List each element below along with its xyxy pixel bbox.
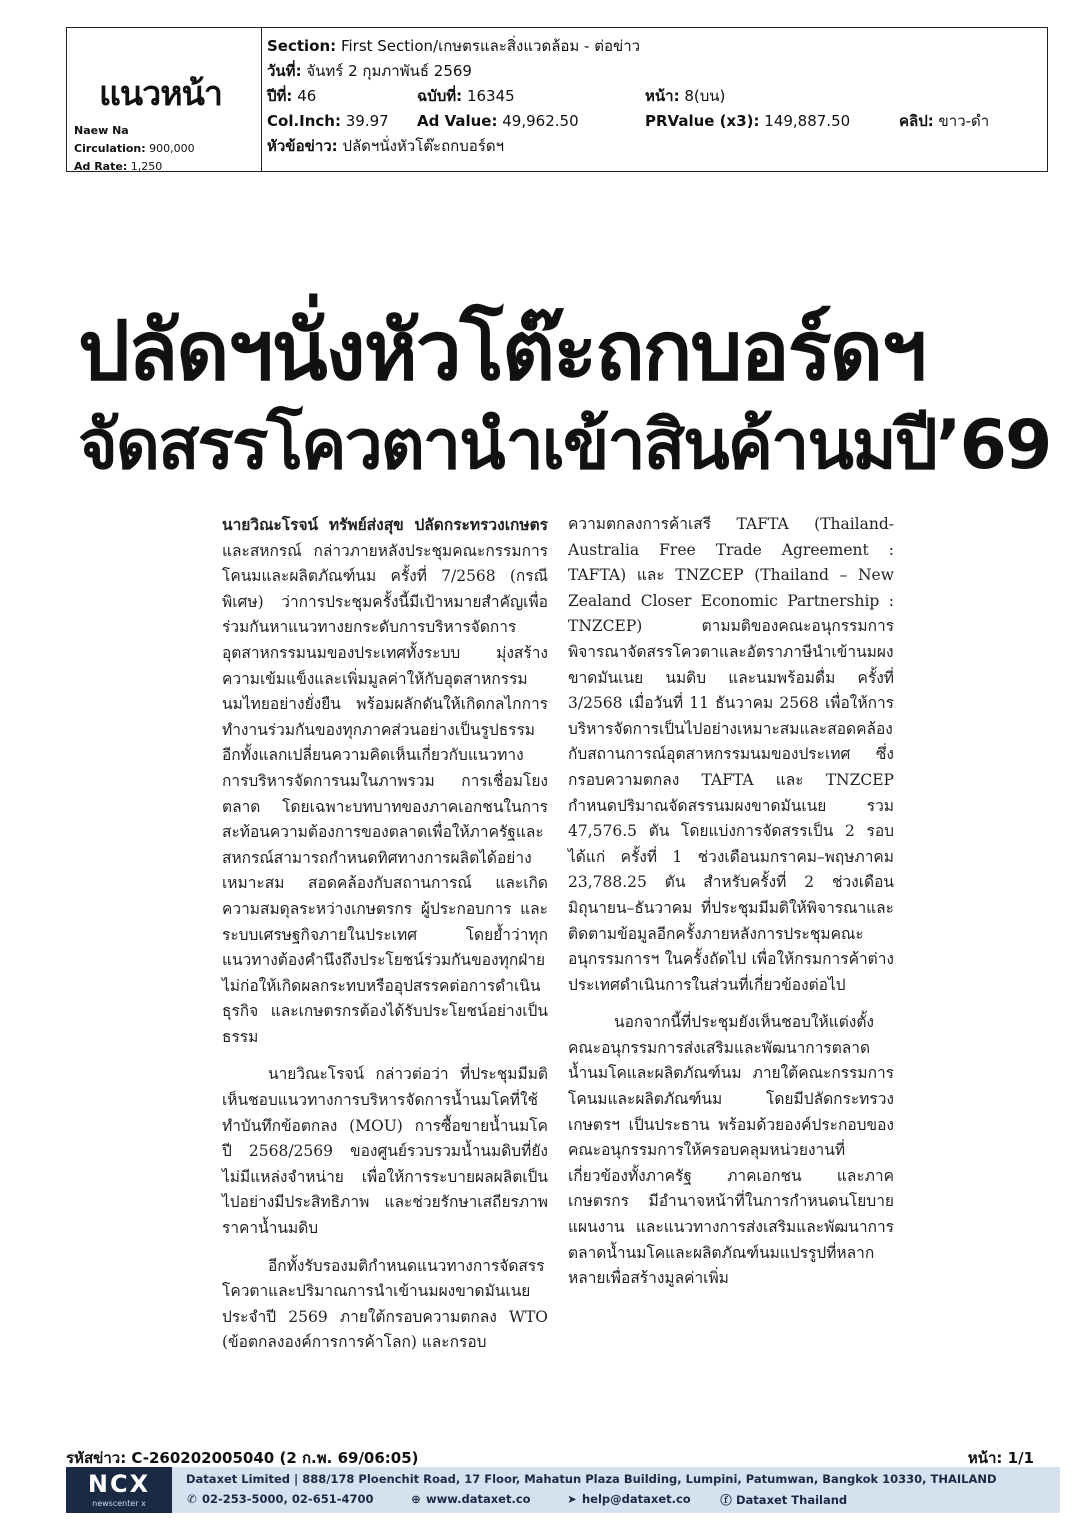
page-label: หน้า:: [645, 87, 680, 105]
article-paragraph-2: นายวิณะโรจน์ กล่าวต่อว่า ที่ประชุมมีมติเห็นชอบแนวทางการบริหารจัดการน้ำนมโคที่ใช้ทำบันทึกข้อตกลง (MOU) การซื้อขายน้ำนมโค ปี 2568/2569 ของศูนย์รวบรวมน้ำนมดิบที่ยังไม่มีแหล่งจำหน่าย เพื่อให้การระบายผลผลิตเป็นไปอย่างมีประสิทธิภาพ และช่วยรักษาเสถียรภาพราคาน้ำนมดิบ: [222, 1065, 548, 1238]
publication-info: [74, 122, 195, 176]
article-lead: นายวิณะโรจน์ ทรัพย์ส่งสุข ปลัดกระทรวงเกษตร: [222, 515, 548, 534]
colinch-label: Col.Inch:: [267, 112, 341, 130]
advalue-value: 49,962.50: [502, 112, 579, 130]
prvalue-value: 149,887.50: [764, 112, 851, 130]
section-label: Section:: [267, 37, 337, 55]
article-paragraph-4: ความตกลงการค้าเสรี TAFTA (Thailand-Australia Free Trade Agreement : TAFTA) และ TNZCEP (Thailand – New Zealand Closer Economic Partnership : TNZCEP) ตามมติของคณะอนุกรรมการพิจารณาจัดสรรโควตาและอัตราภาษีนำเข้านมผงขาดมันเนย นมดิบ และนมพร้อมดื่ม ครั้งที่ 3/2568 เมื่อวันที่ 11 ธันวาคม 2568 เพื่อให้การบริหารจัดการเป็นไปอย่างเหมาะสมและสอดคล้องกับสถานการณ์อุตสาหกรรมนมของประเทศ ซึ่งกรอบความตกลง TAFTA และ TNZCEP กำหนดปริมาณจัดสรรนมผงขาดมันเนย รวม 47,576.5 ตัน โดยแบ่งการจัดสรรเป็น 2 รอบ ได้แก่ ครั้งที่ 1 ช่วงเดือนมกราคม–พฤษภาคม 23,788.25 ตัน สำหรับครั้งที่ 2 ช่วงเดือนมิถุนายน–ธันวาคม ที่ประชุมมีมติให้พิจารณาและติดตามข้อมูลอีกครั้งภายหลังการประชุมคณะอนุกรรมการฯ ในครั้งถัดไป เพื่อให้กรมการค้าต่างประเทศดำเนินการในส่วนที่เกี่ยวข้องต่อไป: [568, 515, 894, 994]
publication-panel: [67, 28, 262, 171]
contact-email[interactable]: help@dataxet.co: [582, 1492, 691, 1506]
article-paragraph-3: อีกทั้งรับรองมติกำหนดแนวทางการจัดสรรโควตาและปริมาณการนำเข้านมผงขาดมันเนย ประจำปี 2569 ภายใต้กรอบความตกลง WTO (ข้อตกลงองค์การการค้าโลก) และกรอบ: [222, 1256, 548, 1352]
issue-label: ฉบับที่:: [417, 87, 463, 105]
clip-label: คลิป:: [899, 112, 934, 130]
ncx-logo-text: NCX: [87, 1470, 151, 1498]
page-value: 8(บน): [684, 87, 726, 105]
facebook-icon: ⓕ: [720, 1493, 732, 1507]
advalue-label: Ad Value:: [417, 112, 498, 130]
news-code: รหัสข่าว: C-260202005040 (2 ก.พ. 69/06:05): [66, 1449, 419, 1467]
subject-label: หัวข้อข่าว:: [267, 137, 338, 155]
year-value: 46: [297, 87, 317, 105]
footer-band: [66, 1467, 1060, 1513]
globe-icon: ⊕: [411, 1492, 421, 1506]
newspaper-logo: แนวหน้า: [99, 74, 222, 114]
article-paragraph-5: นอกจากนี้ที่ประชุมยังเห็นชอบให้แต่งตั้งคณะอนุกรรมการส่งเสริมและพัฒนาการตลาดน้ำนมโคและผลิตภัณฑ์นม ภายใต้คณะกรรมการโคนมและผลิตภัณฑ์นม โดยมีปลัดกระทรวงเกษตรฯ เป็นประธาน พร้อมด้วยองค์ประกอบของคณะอนุกรรมการให้ครอบคลุมหน่วยงานที่เกี่ยวข้องทั้งภาครัฐ ภาคเอกชน และภาคเกษตรกร มีอำนาจหน้าที่ในการกำหนดนโยบาย แผนงาน และแนวทางการส่งเสริมและพัฒนาการตลาดน้ำนมโคและผลิตภัณฑ์นมแปรรูปที่หลากหลายเพื่อสร้างมูลค่าเพิ่ม: [568, 1013, 894, 1288]
clipping-metadata: [267, 34, 1042, 159]
headline-line-1: ปลัดฯนั่งหัวโต๊ะถกบอร์ดฯ: [78, 304, 926, 399]
date-label: วันที่:: [267, 62, 302, 80]
year-label: ปีที่:: [267, 87, 293, 105]
contact-facebook[interactable]: Dataxet Thailand: [736, 1493, 848, 1507]
adrate-value: 1,250: [130, 160, 163, 173]
clipping-header: [66, 27, 1048, 172]
publication-name: Naew Na: [74, 124, 129, 137]
article-column-1: [222, 512, 548, 1368]
circulation-label: Circulation:: [74, 142, 146, 155]
article-paragraph-1: และสหกรณ์ กล่าวภายหลังประชุมคณะกรรมการโคนมและผลิตภัณฑ์นม ครั้งที่ 7/2568 (กรณีพิเศษ) ว่าการประชุมครั้งนี้มีเป้าหมายสำคัญเพื่อร่วมกันหาแนวทางยกระดับการบริหารจัดการอุตสาหกรรมนมของประเทศทั้งระบบ มุ่งสร้างความเข้มแข็งและเพิ่มมูลค่าให้กับอุตสาหกรรมนมไทยอย่างยั่งยืน พร้อมผลักดันให้เกิดกลไกการทำงานร่วมกันของทุกภาคส่วนอย่างเป็นรูปธรรม อีกทั้งแลกเปลี่ยนความคิดเห็นเกี่ยวกับแนวทางการบริหารจัดการนมในภาพรวม การเชื่อมโยงตลาด โดยเฉพาะบทบาทของภาคเอกชนในการสะท้อนความต้องการของตลาดเพื่อให้ภาครัฐและสหกรณ์สามารถกำหนดทิศทางการผลิตได้อย่างเหมาะสม สอดคล้องกับสถานการณ์ และเกิดความสมดุลระหว่างเกษตรกร ผู้ประกอบการ และระบบเศรษฐกิจภายในประเทศ โดยย้ำว่าทุกแนวทางต้องคำนึงถึงประโยชน์ร่วมกันของทุกฝ่าย ไม่ก่อให้เกิดผลกระทบหรืออุปสรรคต่อการดำเนินธุรกิจ และเกษตรกรต้องได้รับประโยชน์อย่างเป็นธรรม: [222, 541, 548, 1046]
company-address: Dataxet Limited | 888/178 Ploenchit Road, 17 Floor, Mahatun Plaza Building, Lumpini, Patumwan, Bangkok 10330, THAILAND: [186, 1472, 997, 1486]
issue-value: 16345: [466, 87, 515, 105]
send-icon: ➤: [567, 1492, 577, 1506]
circulation-value: 900,000: [149, 142, 195, 155]
contact-web[interactable]: www.dataxet.co: [426, 1492, 531, 1506]
headline-line-2: จัดสรรโควตานำเข้าสินค้านมปี’69: [78, 406, 1051, 485]
subject-value: ปลัดฯนั่งหัวโต๊ะถกบอร์ดฯ: [342, 137, 504, 155]
page-count: หน้า: 1/1: [967, 1449, 1034, 1467]
date-value: จันทร์ 2 กุมภาพันธ์ 2569: [306, 62, 472, 80]
adrate-label: Ad Rate:: [74, 160, 128, 173]
phone-icon: ✆: [187, 1492, 197, 1506]
prvalue-label: PRValue (x3):: [645, 112, 760, 130]
section-value: First Section/เกษตรและสิ่งแวดล้อม - ต่อข่าว: [340, 37, 641, 55]
ncx-logo: [66, 1467, 172, 1513]
contact-phone: 02-253-5000, 02-651-4700: [202, 1492, 374, 1506]
ncx-logo-subtext: newscenter x: [92, 1499, 146, 1508]
article-column-2: [568, 512, 894, 1304]
clip-value: ขาว-ดำ: [938, 112, 990, 130]
article-headline: [78, 300, 1051, 488]
colinch-value: 39.97: [345, 112, 389, 130]
